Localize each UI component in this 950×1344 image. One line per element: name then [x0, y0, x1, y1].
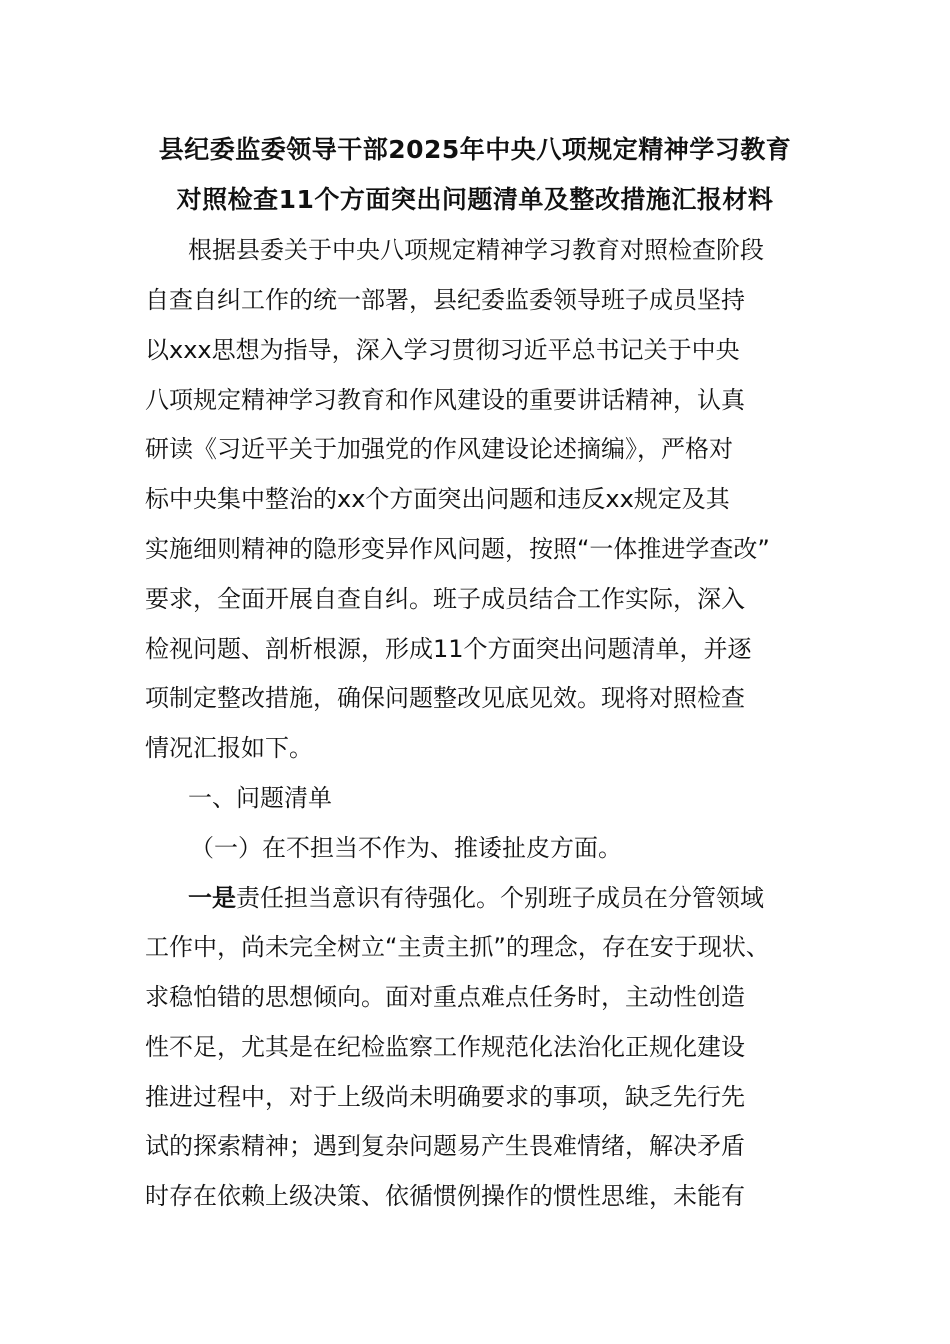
intro-line-4: 八项规定精神学习教育和作风建设的重要讲话精神，认真	[145, 386, 745, 414]
intro-line-3: 以xxx思想为指导，深入学习贯彻习近平总书记关于中央	[145, 336, 740, 364]
item-line-7: 时存在依赖上级决策、依循惯例操作的惯性思维，未能有	[145, 1182, 745, 1210]
intro-line-1: 根据县委关于中央八项规定精神学习教育对照检查阶段	[188, 236, 764, 264]
item-line-3: 求稳怕错的思想倾向。面对重点难点任务时，主动性创造	[145, 983, 745, 1011]
intro-line-5: 研读《习近平关于加强党的作风建设论述摘编》，严格对	[145, 435, 733, 463]
item-line-4: 性不足，尤其是在纪检监察工作规范化法治化正规化建设	[145, 1033, 745, 1061]
intro-line-11: 情况汇报如下。	[145, 734, 313, 762]
item-first-line	[188, 880, 764, 916]
intro-line-7: 实施细则精神的隐形变异作风问题，按照“一体推进学查改”	[145, 535, 770, 563]
intro-line-9: 检视问题、剖析根源，形成11个方面突出问题清单，并逐	[145, 635, 752, 663]
document-title-line-2: 对照检查11个方面突出问题清单及整改措施汇报材料	[176, 185, 774, 214]
item-line-5: 推进过程中，对于上级尚未明确要求的事项，缺乏先行先	[145, 1083, 745, 1111]
intro-line-10: 项制定整改措施，确保问题整改见底见效。现将对照检查	[145, 684, 745, 712]
intro-line-8: 要求，全面开展自查自纠。班子成员结合工作实际，深入	[145, 585, 745, 613]
subsection-heading: （一）在不担当不作为、推诿扯皮方面。	[190, 834, 622, 862]
item-line-2: 工作中，尚未完全树立“主责主抓”的理念，存在安于现状、	[145, 933, 770, 961]
item-line-1-text: 责任担当意识有待强化。个别班子成员在分管领域	[236, 884, 764, 912]
item-lead: 一是	[188, 884, 236, 912]
item-line-6: 试的探索精神；遇到复杂问题易产生畏难情绪，解决矛盾	[145, 1132, 745, 1160]
intro-line-2: 自查自纠工作的统一部署，县纪委监委领导班子成员坚持	[145, 286, 745, 314]
section-heading: 一、问题清单	[188, 784, 332, 812]
document-title-line-1: 县纪委监委领导干部2025年中央八项规定精神学习教育	[158, 135, 792, 164]
intro-line-6: 标中央集中整治的xx个方面突出问题和违反xx规定及其	[145, 485, 730, 513]
